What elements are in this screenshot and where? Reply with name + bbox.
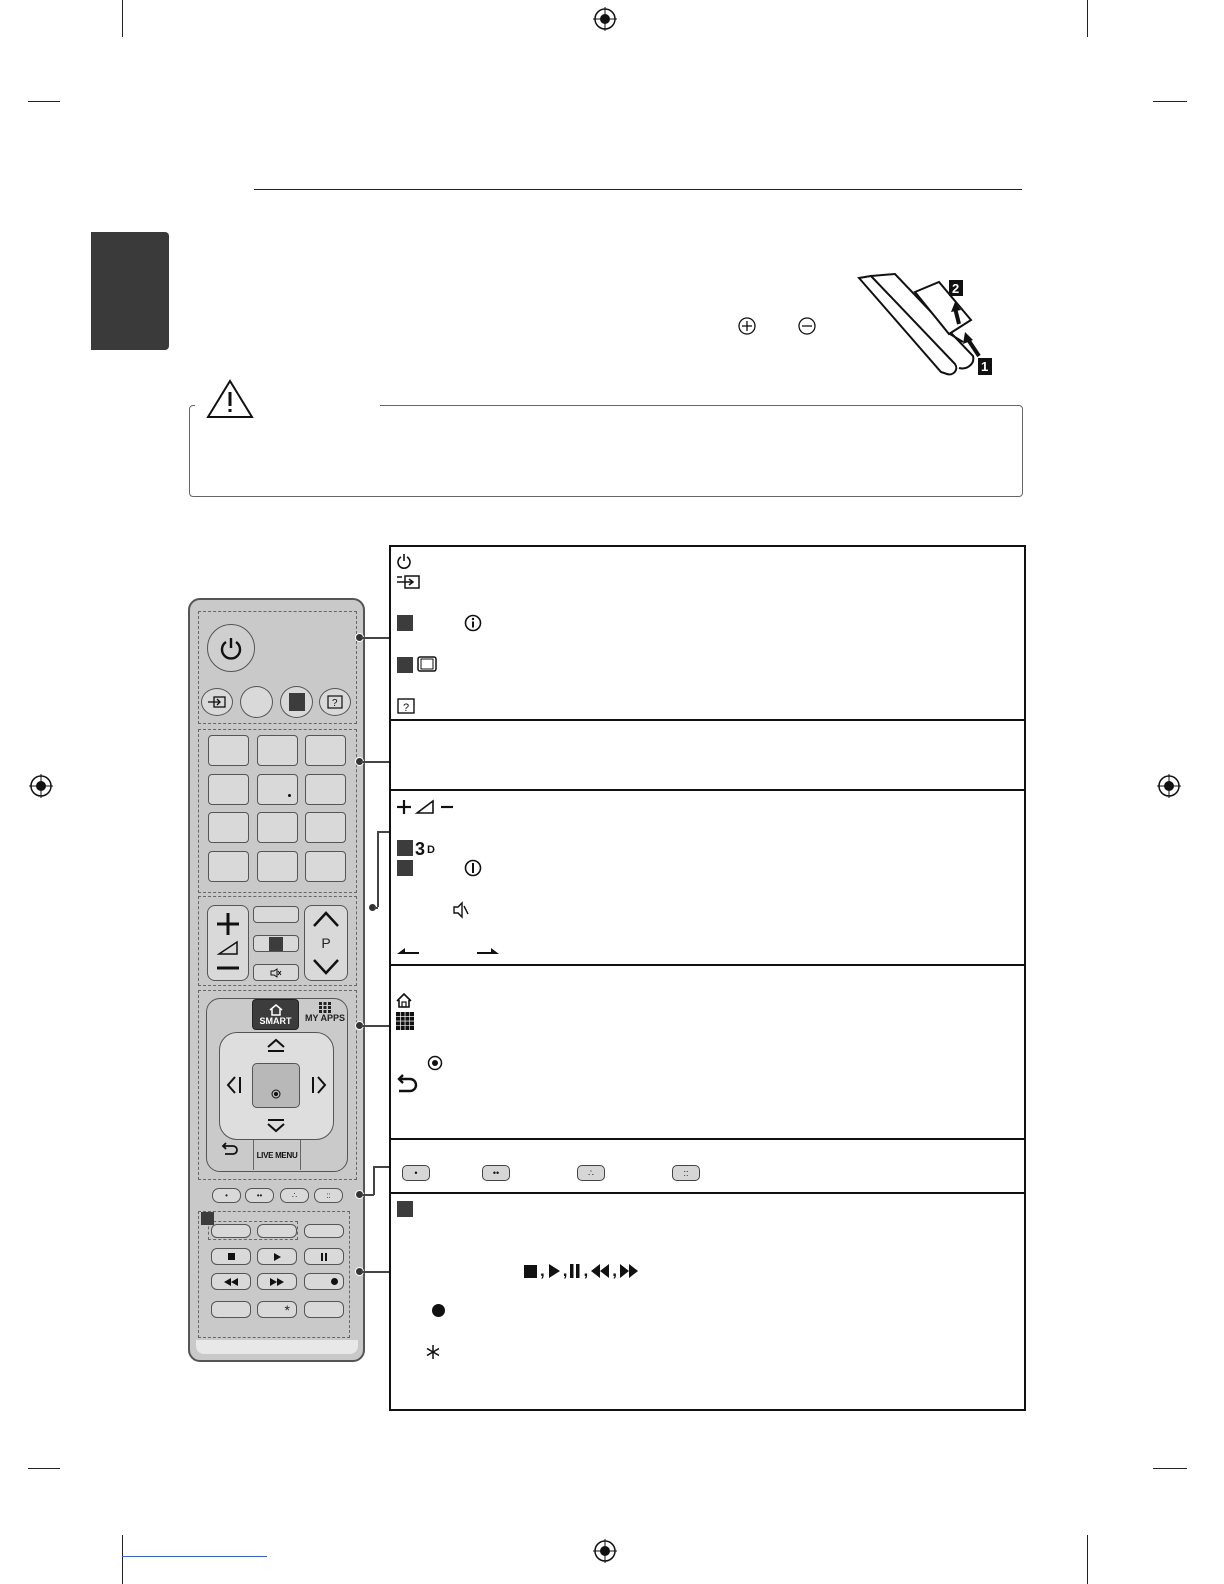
separator: , (562, 1261, 568, 1280)
program-rocker[interactable] (304, 905, 348, 981)
number-key[interactable] (208, 735, 249, 766)
apps-grid-icon (396, 1012, 414, 1030)
info-icon (464, 614, 482, 632)
number-key[interactable] (208, 812, 249, 843)
svg-text:3: 3 (415, 839, 426, 858)
volume-rocker[interactable] (207, 905, 249, 981)
apps-grid-icon (319, 1002, 331, 1013)
blue-key[interactable]: :: (314, 1188, 343, 1203)
crop-mark (28, 101, 60, 102)
record-button[interactable] (304, 1273, 344, 1290)
number-key[interactable] (208, 851, 249, 882)
play-button[interactable] (257, 1248, 297, 1265)
smart-label: SMART (259, 1015, 292, 1026)
input-button[interactable] (201, 688, 233, 716)
home-icon (269, 1004, 283, 1016)
number-key[interactable] (305, 735, 346, 766)
dark-key-marker (397, 657, 413, 673)
blank-key[interactable] (304, 1224, 344, 1238)
blue-key: :: (672, 1165, 700, 1181)
number-key[interactable] (257, 851, 298, 882)
dark-key-marker (397, 860, 413, 876)
description-table (389, 545, 1026, 1411)
record-icon (331, 1278, 338, 1285)
playback-controls-line (524, 1261, 638, 1281)
crop-mark (28, 1468, 60, 1469)
yellow-key: ∴ (577, 1165, 605, 1181)
home-icon (396, 993, 412, 1008)
registration-mark-icon (29, 774, 53, 798)
registration-mark-icon (593, 7, 617, 31)
live-menu-button[interactable] (253, 1140, 301, 1170)
live-menu-label: LIVE MENU (256, 1150, 298, 1160)
smart-button[interactable] (252, 999, 299, 1030)
chapter-tab (91, 232, 169, 350)
separator: , (612, 1261, 617, 1280)
green-key: •• (482, 1165, 510, 1181)
step-1-label: 1 (981, 359, 989, 374)
minus-circle-icon (797, 316, 817, 336)
power-icon (218, 635, 244, 661)
3d-icon (415, 838, 441, 858)
ok-icon (427, 1055, 443, 1071)
down-arrow-icon[interactable] (265, 1118, 287, 1134)
separator: , (583, 1261, 589, 1280)
stop-icon (524, 1265, 537, 1278)
blank-round-button[interactable] (240, 686, 273, 718)
number-key[interactable] (257, 735, 298, 766)
svg-text:D: D (427, 844, 435, 856)
number-key[interactable] (305, 774, 346, 805)
asterisk-icon (426, 1345, 440, 1359)
yellow-key[interactable]: ∴ (280, 1188, 309, 1203)
pause-button[interactable] (304, 1248, 344, 1265)
3d-key[interactable] (253, 935, 299, 952)
number-key[interactable] (208, 774, 249, 805)
crop-mark (1153, 1468, 1187, 1469)
right-arrow-icon[interactable] (310, 1074, 328, 1096)
ratio-icon (416, 655, 438, 673)
registration-mark-icon (1157, 774, 1181, 798)
volume-icon (395, 797, 457, 817)
rewind-icon (224, 1278, 238, 1286)
input-icon (207, 695, 227, 709)
asterisk-icon: * (284, 1301, 290, 1318)
my-apps-label: MY APPS (304, 1013, 345, 1023)
chevron-up-icon (311, 910, 341, 928)
ok-icon (271, 1089, 281, 1099)
play-icon (273, 1253, 281, 1261)
separator: , (540, 1261, 545, 1280)
chevron-down-icon (311, 958, 341, 976)
svg-text:?: ? (332, 698, 338, 709)
ok-button[interactable] (252, 1063, 300, 1108)
header-rule (254, 189, 1022, 190)
user-guide-icon (396, 697, 416, 715)
green-key[interactable]: •• (245, 1188, 274, 1203)
fast-forward-button[interactable] (257, 1273, 297, 1290)
blank-key[interactable] (253, 906, 299, 923)
left-arrow-icon (397, 946, 421, 956)
user-guide-button[interactable] (319, 688, 351, 716)
3d-key-marker (397, 840, 413, 856)
caution-box (189, 405, 1023, 497)
info-icon (464, 859, 482, 877)
mute-icon (270, 968, 282, 978)
rewind-icon (591, 1264, 609, 1278)
crop-mark (1153, 101, 1187, 102)
power-button[interactable] (207, 624, 255, 672)
record-icon (432, 1304, 445, 1317)
user-guide-icon (327, 695, 343, 709)
step-2-label: 2 (952, 281, 960, 296)
teletext-key[interactable] (211, 1224, 251, 1238)
dark-square-button[interactable] (280, 686, 313, 718)
mute-button[interactable] (253, 964, 299, 981)
dark-key-marker (397, 615, 413, 631)
mute-icon (452, 901, 470, 919)
left-arrow-icon[interactable] (225, 1074, 243, 1096)
fast-forward-icon (620, 1264, 638, 1278)
program-label: P (321, 935, 331, 951)
number-key[interactable] (305, 851, 346, 882)
plus-circle-icon (737, 316, 757, 336)
warning-triangle-icon (205, 378, 255, 420)
fast-forward-icon (270, 1278, 284, 1286)
battery-cover-illustration (855, 272, 1000, 380)
number-key[interactable] (257, 812, 298, 843)
my-apps-button[interactable] (303, 1002, 347, 1030)
volume-icon (211, 910, 245, 976)
footer-link-line (122, 1556, 267, 1557)
pause-icon (570, 1264, 580, 1278)
teletext-key-marker (397, 1201, 413, 1217)
back-icon[interactable] (221, 1142, 239, 1156)
teletext-option-key[interactable] (257, 1224, 297, 1238)
crop-mark (1087, 0, 1088, 37)
crop-mark (122, 0, 123, 37)
red-key[interactable]: • (212, 1188, 241, 1203)
crop-mark (122, 1535, 123, 1584)
input-icon (396, 574, 422, 590)
power-icon (396, 553, 412, 570)
number-key[interactable] (257, 774, 298, 805)
number-key[interactable] (305, 812, 346, 843)
teletext-marker (201, 1212, 214, 1225)
back-icon (396, 1073, 418, 1093)
svg-text:?: ? (403, 702, 410, 714)
blank-key[interactable] (211, 1301, 251, 1318)
blank-key[interactable] (304, 1301, 344, 1318)
rewind-button[interactable] (211, 1273, 251, 1290)
red-key: • (402, 1165, 430, 1181)
registration-mark-icon (593, 1539, 617, 1563)
stop-button[interactable] (211, 1248, 251, 1265)
up-arrow-icon[interactable] (265, 1037, 287, 1053)
pause-icon (320, 1253, 328, 1261)
right-arrow-icon (475, 946, 499, 956)
crop-mark (1087, 1535, 1088, 1584)
asterisk-button[interactable] (257, 1301, 297, 1318)
play-icon (548, 1264, 560, 1278)
